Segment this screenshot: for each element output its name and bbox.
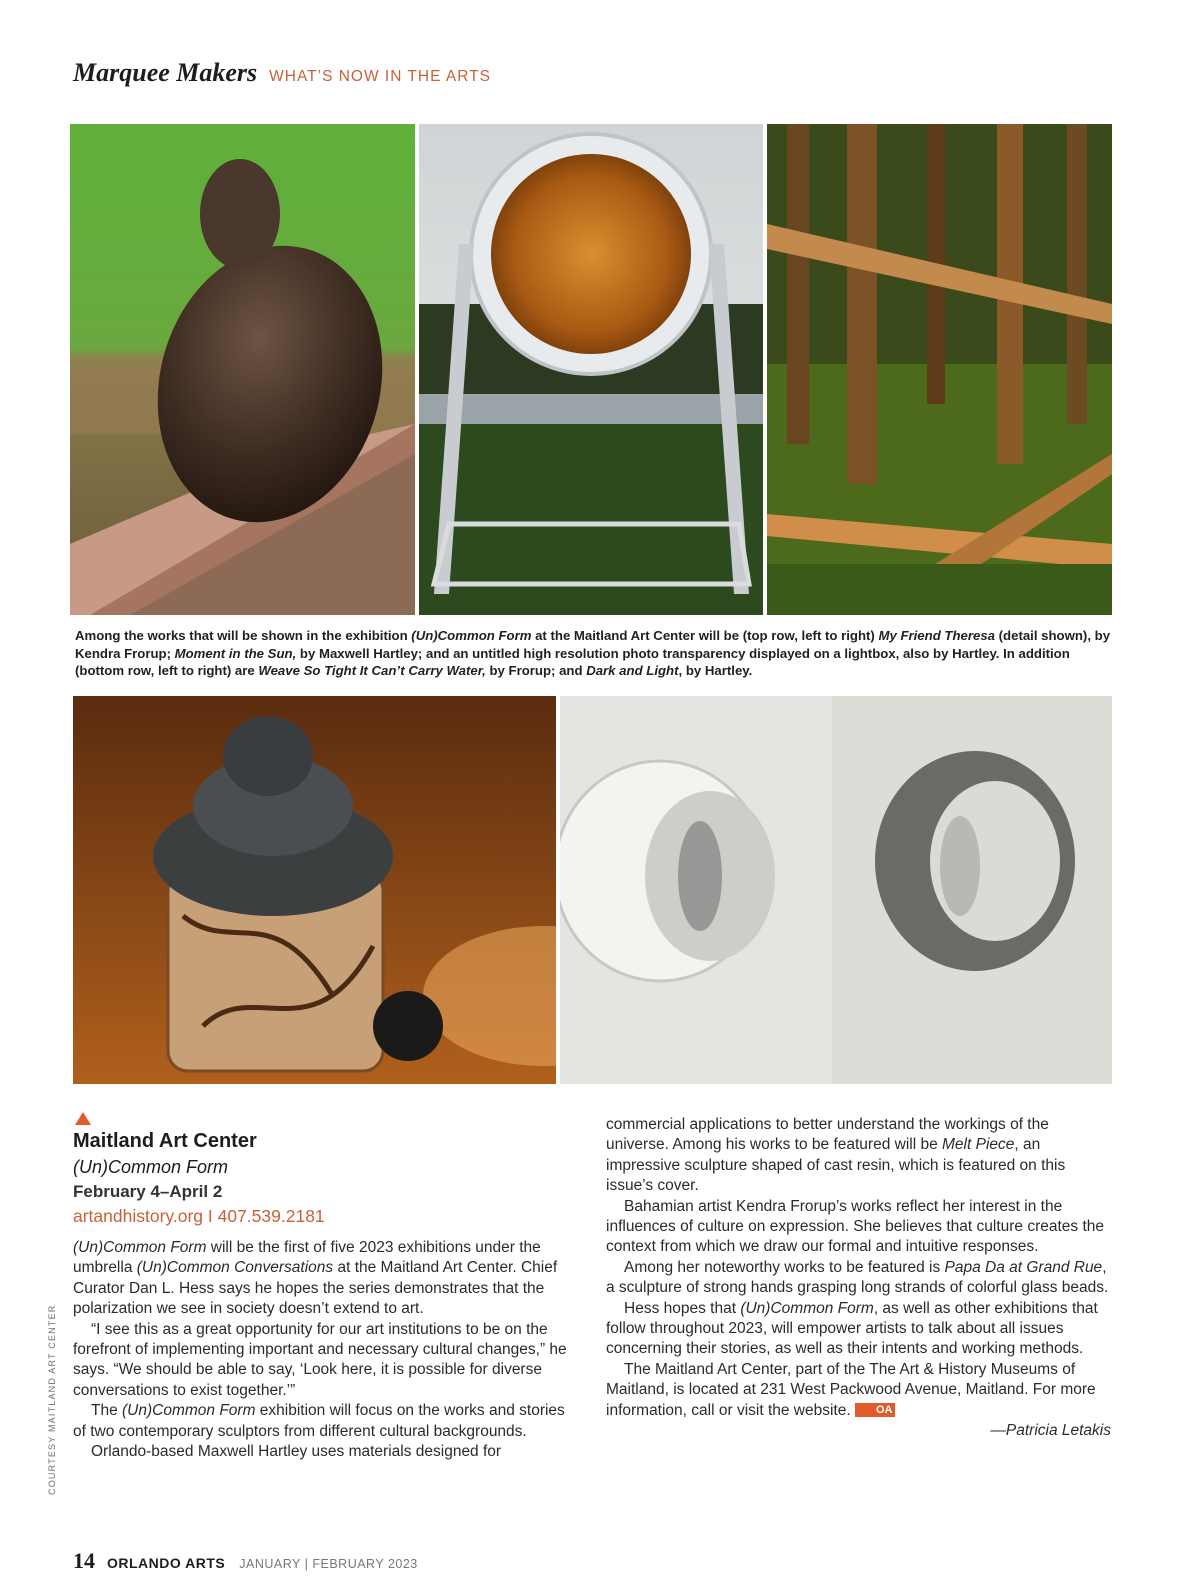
- article-column-2: commercial applications to better understand the workings of the universe. Among his works to be featured will be Melt Piece, an impressive sculpture shaped of cast resin, which is featured on this issue’s cover. Bahamian artist Kendra Frorup’s works reflect her interest in the influences of culture on expression. She believes that culture creates the context from which we draw our formal and intuitive responses. Among her noteworthy works to be featured is Papa Da at Grand Rue, a sculpture of strong hands grasping long strands of colorful glass beads. Hess hopes that (Un)Common Form, as well as other exhibitions that follow throughout 2023, will empower artists to talk about all issues concerning their stories, as well as their intents and working methods. The Maitland Art Center, part of the The Art & History Museums of Maitland, is located at 231 West Packwood Avenue, Maitland. For more information, call or visit the website. OA —Patricia Letakis: [606, 1115, 1111, 1442]
- photo-my-friend-theresa: [70, 124, 415, 615]
- page-header: [73, 58, 491, 88]
- photo-credit: COURTESY MAITLAND ART CENTER: [47, 1304, 57, 1495]
- issue-date: JANUARY | FEBRUARY 2023: [239, 1557, 418, 1571]
- venue-name: Maitland Art Center: [73, 1130, 257, 1152]
- exhibition-title: (Un)Common Form: [73, 1157, 229, 1177]
- contact-link[interactable]: artandhistory.org I 407.539.2181: [73, 1206, 325, 1226]
- article-column-1: (Un)Common Form will be the first of five 2023 exhibitions under the umbrella (Un)Common Conversations at the Maitland Art Center. Chief Curator Dan L. Hess says he hopes the series demonstrates that the polarization we see in society doesn’t extend to art. “I see this as a great opportunity for our art institutions to be on the forefront of implementing important and necessary cultural changes,” he says. “We should be able to say, ‘Look here, it is possible for diverse conversations to exist together.’” The (Un)Common Form exhibition will focus on the works and stories of two contemporary sculptors from different cultural backgrounds. Orlando-based Maxwell Hartley uses materials designed for: [73, 1239, 567, 1461]
- page-footer: [73, 1548, 418, 1574]
- section-subtitle: WHAT’S NOW IN THE ARTS: [269, 68, 491, 85]
- page-number: 14: [73, 1548, 95, 1573]
- photo-caption: Among the works that will be shown in the exhibition (Un)Common Form at the Maitland Art Center will be (top row, left to right) My Friend Theresa (detail shown), by Kendra Frorup; Moment in the Sun, by Maxwell Hartley; and an untitled high resolution photo transparency displayed on a lightbox, also by Hartley. In addition (bottom row, left to right) are Weave So Tight It Can’t Carry Water, by Frorup; and Dark and Light, by Hartley.: [75, 628, 1111, 678]
- end-mark-logo: OA: [855, 1403, 896, 1417]
- photo-dark-and-light: [560, 696, 1112, 1084]
- exhibition-dates: February 4–April 2: [73, 1182, 223, 1201]
- magazine-name: ORLANDO ARTS: [107, 1555, 226, 1571]
- photo-weave-so-tight: [73, 696, 556, 1084]
- triangle-marker-icon: [75, 1112, 91, 1125]
- photo-moment-in-the-sun: [419, 124, 763, 615]
- photo-untitled-forest: [767, 124, 1112, 615]
- byline: —Patricia Letakis: [990, 1422, 1111, 1440]
- section-title: Marquee Makers: [73, 58, 258, 87]
